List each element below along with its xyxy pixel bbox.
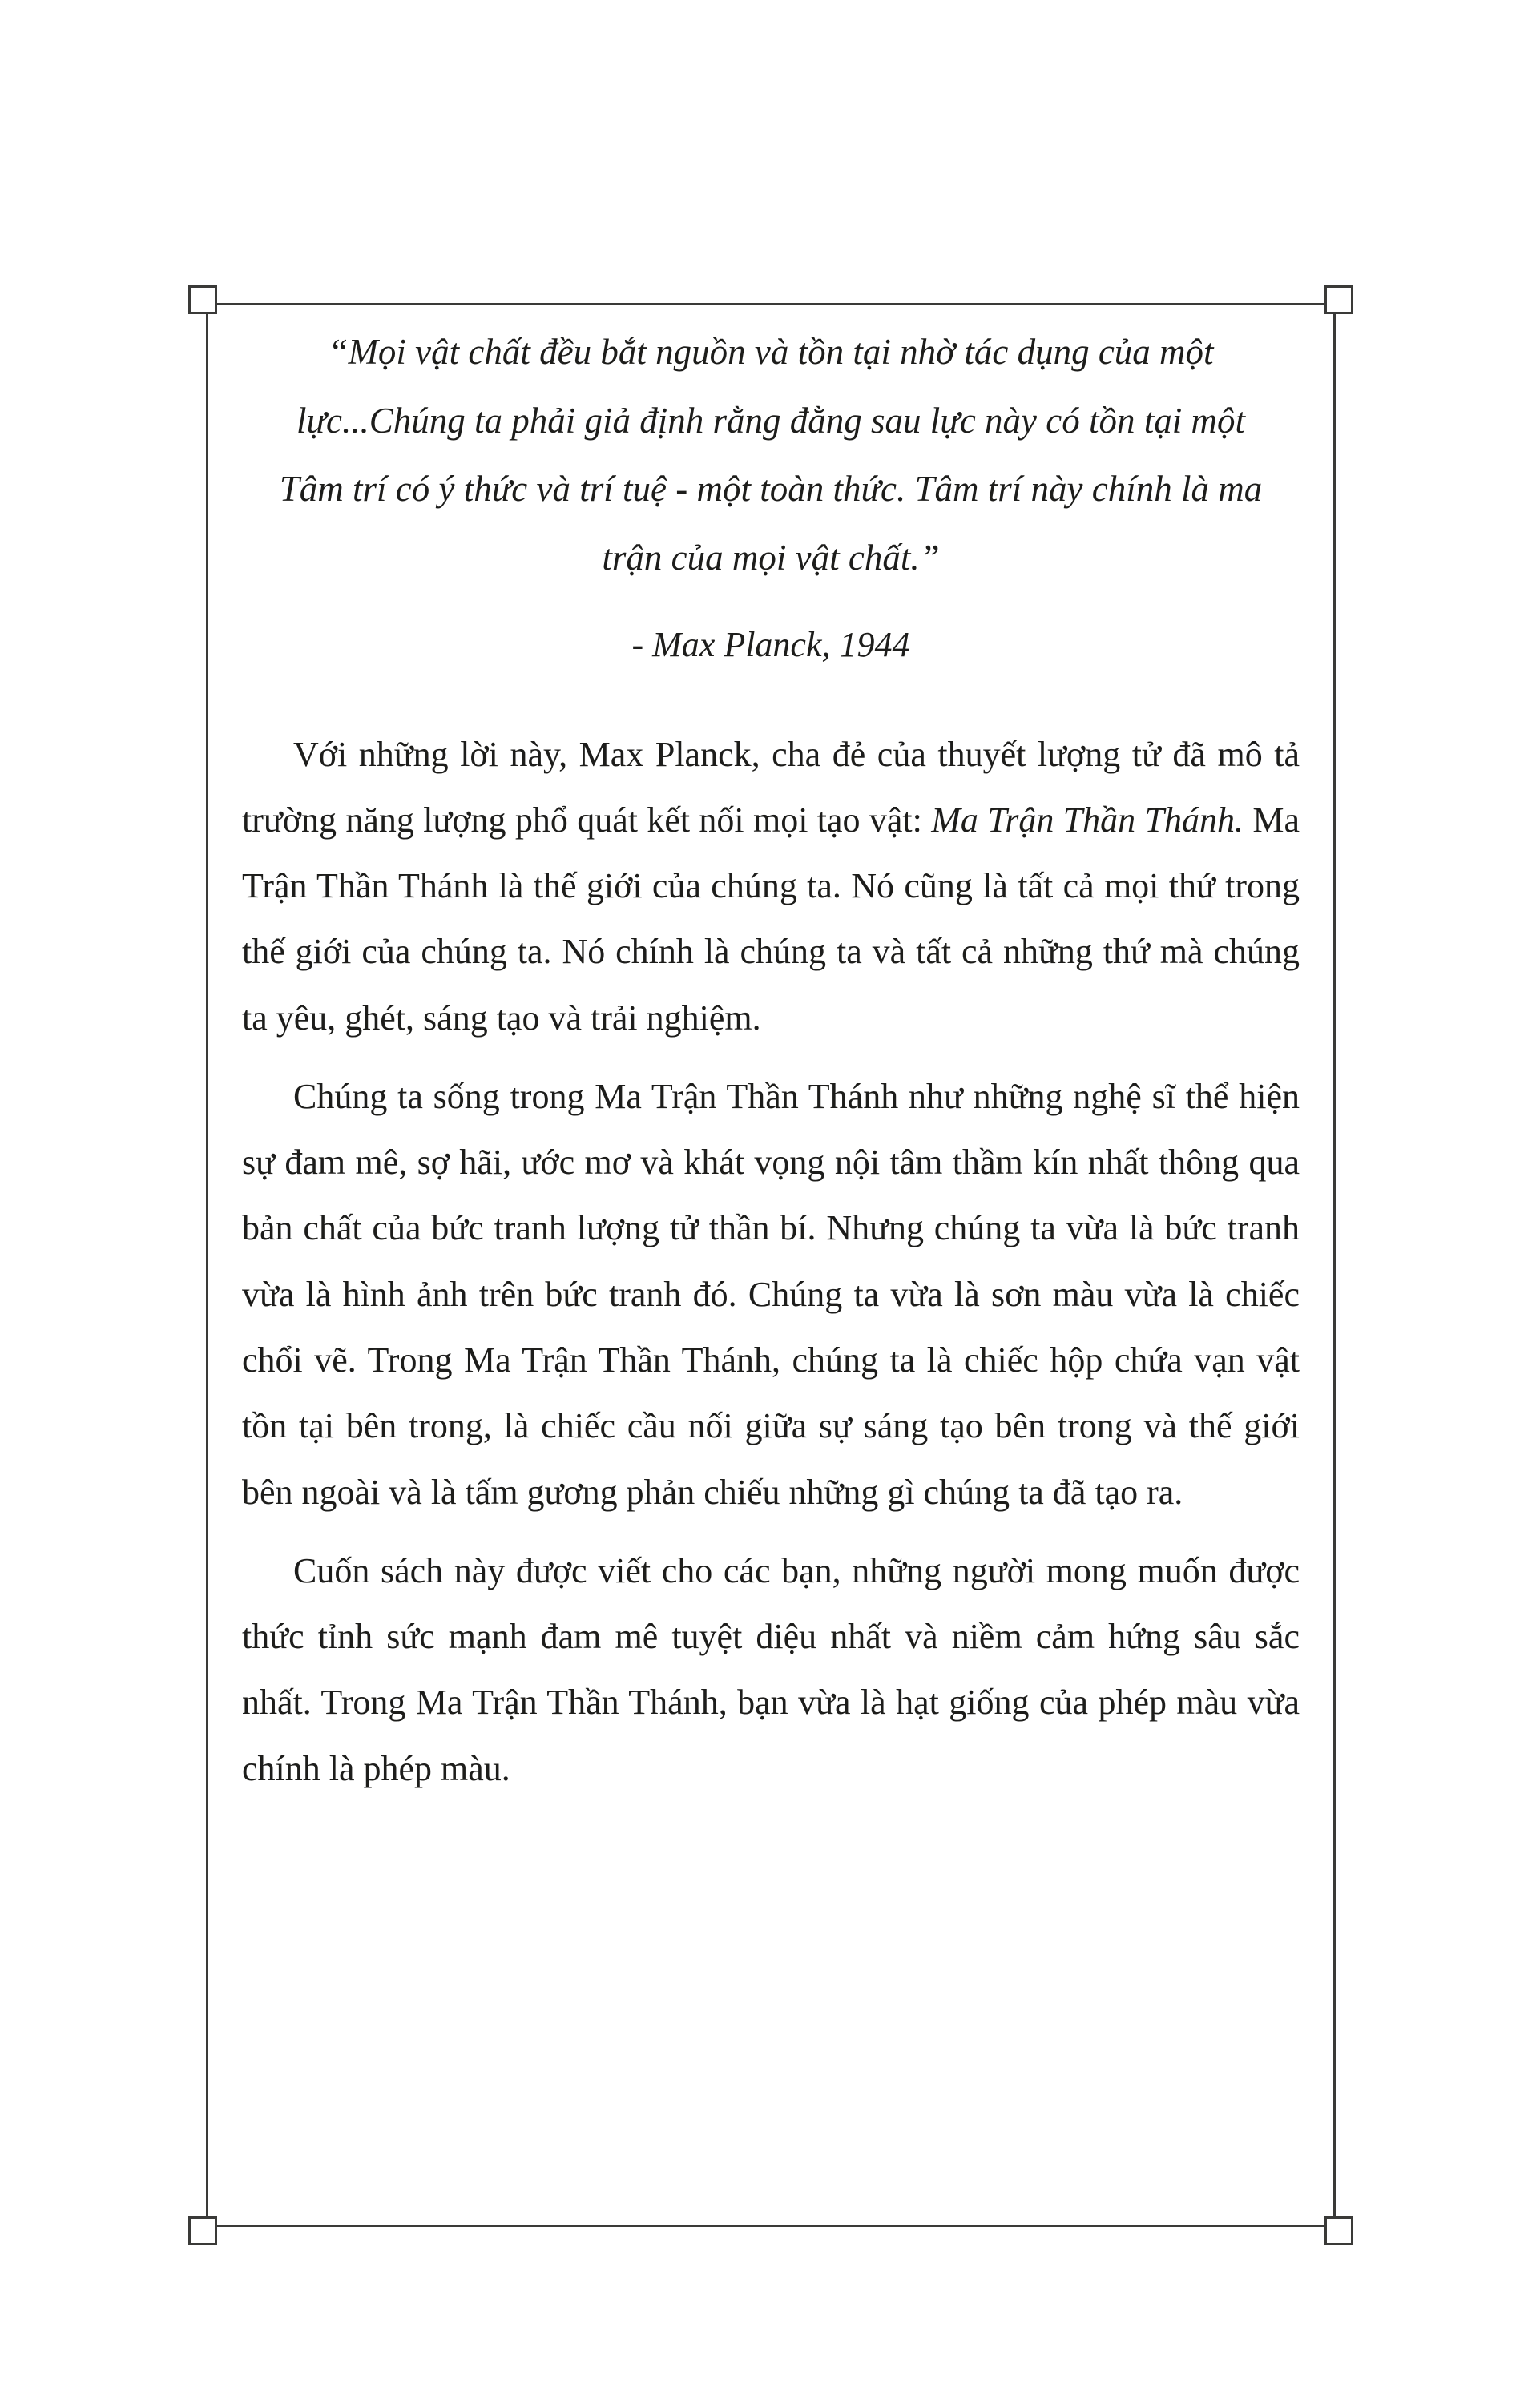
frame-corner-ornament-top-left	[188, 285, 217, 314]
epigraph-quote: “Mọi vật chất đều bắt nguồn và tồn tại nhờ tác dụng của một lực...Chúng ta phải giả định rằng đằng sau lực này có tồn tại một Tâm trí có ý thức và trí tuệ - một toàn thức. Tâm trí này chính là ma trận của mọi vật chất.”	[279, 332, 1263, 578]
frame-corner-ornament-bottom-left	[188, 2216, 217, 2245]
paragraph-3: Cuốn sách này được viết cho các bạn, những người mong muốn được thức tỉnh sức mạnh đam mê tuyệt diệu nhất và niềm cảm hứng sâu sắc nhất. Trong Ma Trận Thần Thánh, bạn vừa là hạt giống của phép màu vừa chính là phép màu.	[242, 1550, 1300, 1788]
page-content	[208, 305, 1333, 1802]
book-title-italic: Ma Trận Thần Thánh.	[931, 800, 1244, 840]
paragraph-1-text-end: Ma Trận Thần Thánh là thế giới của chúng ta. Nó cũng là tất cả mọi thứ trong thế giới của chúng ta. Nó chính là chúng ta và tất cả những thứ mà chúng ta yêu, ghét, sáng tạo và trải nghiệm.	[242, 800, 1300, 1038]
paragraph-1	[242, 722, 1300, 1051]
paragraph-2: Chúng ta sống trong Ma Trận Thần Thánh như những nghệ sĩ thể hiện sự đam mê, sợ hãi, ước mơ và khát vọng nội tâm thầm kín nhất thông qua bản chất của bức tranh lượng tử thần bí. Nhưng chúng ta vừa là bức tranh vừa là hình ảnh trên bức tranh đó. Chúng ta vừa là sơn màu vừa là chiếc chổi vẽ. Trong Ma Trận Thần Thánh, chúng ta là chiếc hộp chứa vạn vật tồn tại bên trong, là chiếc cầu nối giữa sự sáng tạo bên trong và thế giới bên ngoài và là tấm gương phản chiếu những gì chúng ta đã tạo ra.	[242, 1076, 1300, 1512]
frame-corner-ornament-top-right	[1324, 285, 1353, 314]
decorative-frame	[206, 303, 1336, 2227]
frame-corner-ornament-bottom-right	[1324, 2216, 1353, 2245]
epigraph-attribution: - Max Planck, 1944	[631, 625, 910, 664]
paragraph-1-text-start: Với những lời này, Max Planck, cha đẻ của thuyết lượng tử đã mô tả trường năng lượng phổ quát kết nối mọi tạo vật:	[242, 734, 1300, 840]
